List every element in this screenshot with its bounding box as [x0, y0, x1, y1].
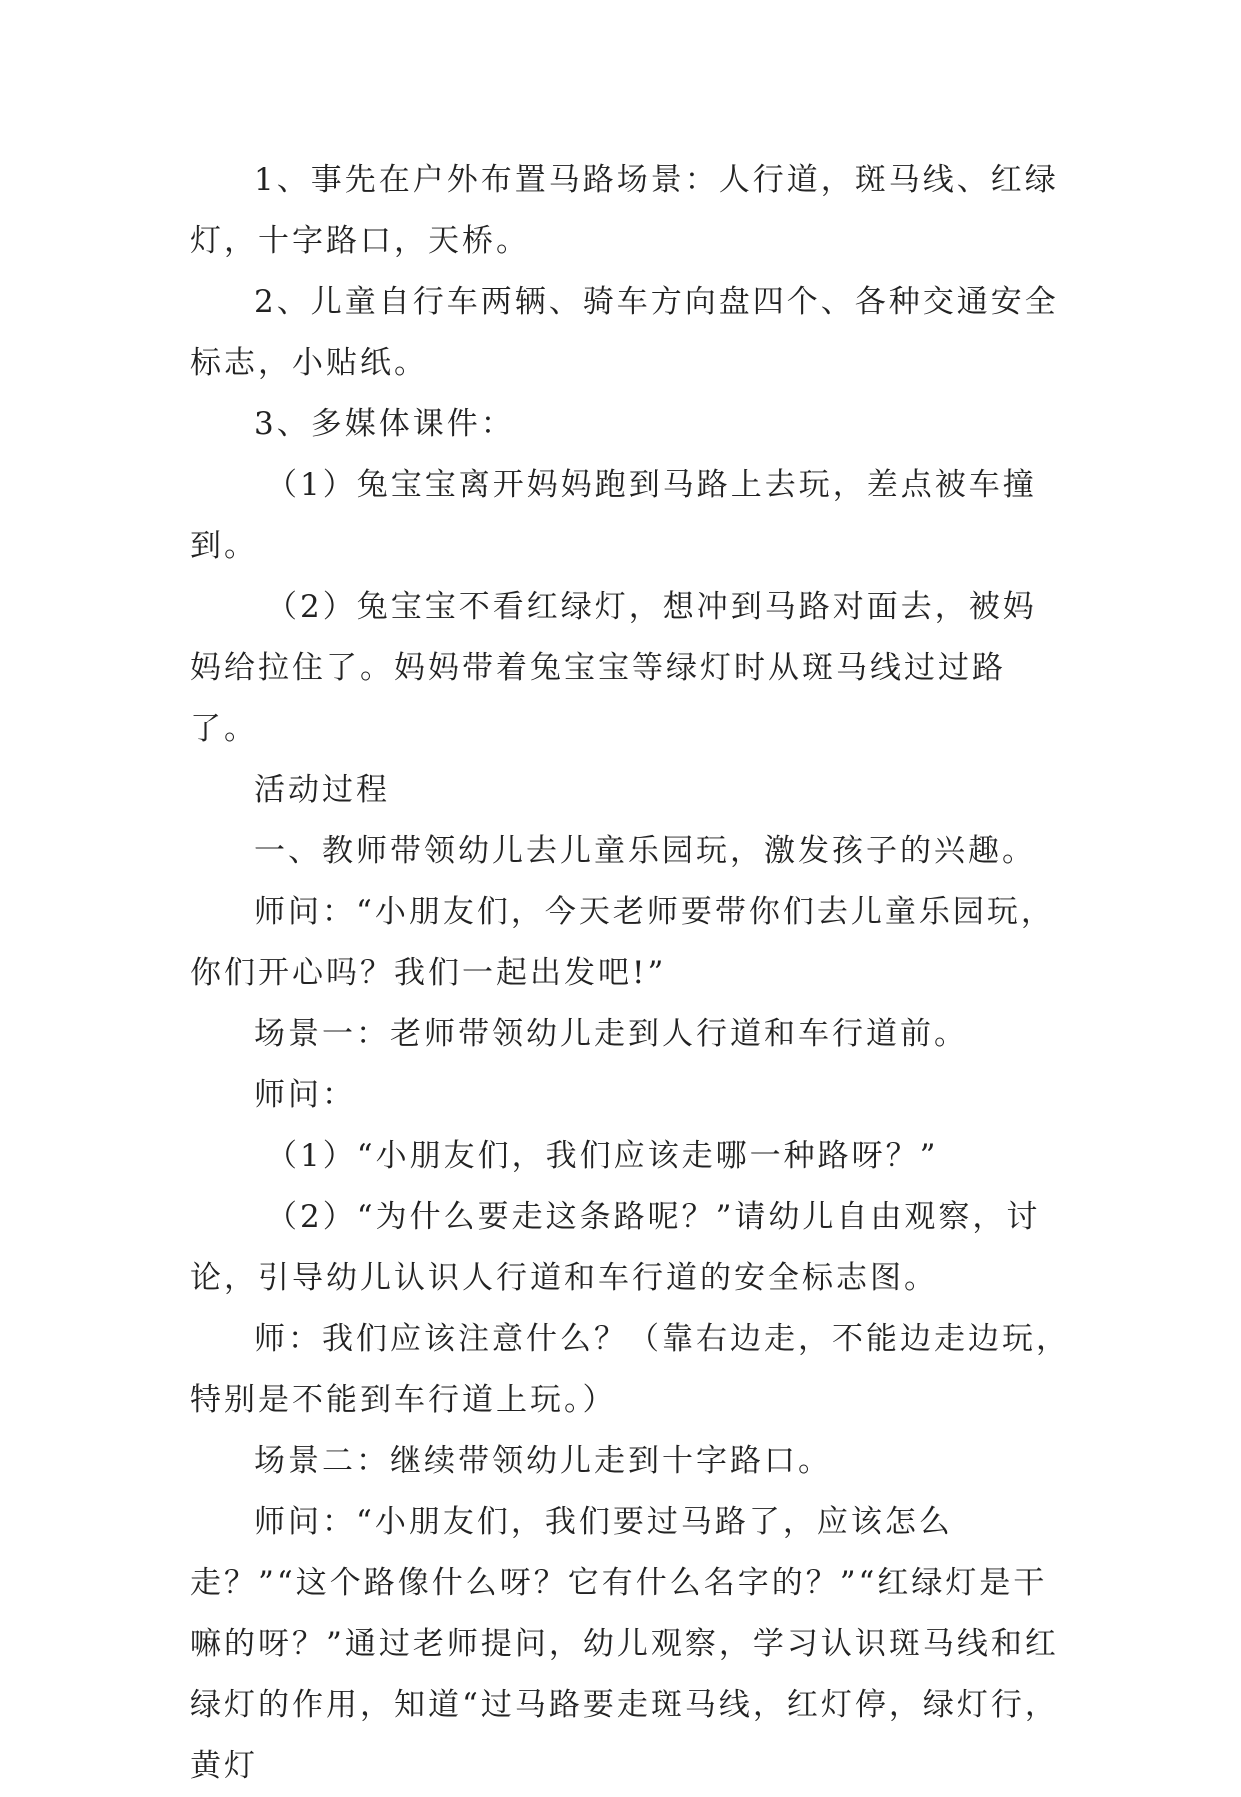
paragraph-materials-1: 1、事先在户外布置马路场景：人行道，斑马线、红绿灯，十字路口，天桥。	[190, 162, 1059, 259]
paragraph-courseware-1: （1）兔宝宝离开妈妈跑到马路上去玩，差点被车撞到。	[190, 467, 1037, 564]
paragraph-teacher-question-1: 师问：“小朋友们，今天老师要带你们去儿童乐园玩，你们开心吗？我们一起出发吧!”	[190, 894, 1055, 991]
paragraph-question-2: （2）“为什么要走这条路呢？”请幼儿自由观察，讨论，引导幼儿认识人行道和车行道的安全标志图。	[190, 1199, 1041, 1296]
body-text	[190, 150, 1070, 1797]
paragraph-materials-3: 3、多媒体课件：	[254, 406, 515, 442]
paragraph-step-1: 一、教师带领幼儿去儿童乐园玩，激发孩子的兴趣。	[254, 833, 1036, 869]
paragraph-materials-2: 2、儿童自行车两辆、骑车方向盘四个、各种交通安全标志，小贴纸。	[190, 284, 1059, 381]
section-heading-activity-process: 活动过程	[254, 772, 390, 808]
paragraph-courseware-2: （2）兔宝宝不看红绿灯，想冲到马路对面去，被妈妈给拉住了。妈妈带着兔宝宝等绿灯时从斑马线过过路了。	[190, 589, 1037, 747]
paragraph-scene-2: 场景二：继续带领幼儿走到十字路口。	[254, 1443, 832, 1479]
paragraph-teacher-note: 师：我们应该注意什么？（靠右边走，不能边走边玩，特别是不能到车行道上玩。）	[190, 1321, 1070, 1418]
paragraph-question-1: （1）“小朋友们，我们应该走哪一种路呀？”	[266, 1138, 939, 1174]
paragraph-teacher-question-2: 师问：“小朋友们，我们要过马路了，应该怎么走？”“这个路像什么呀？它有什么名字的？”“红绿灯是干嘛的呀？”通过老师提问，幼儿观察，学习认识斑马线和红绿灯的作用，知道“过马路要走斑马线，红灯停，绿灯行，黄灯	[190, 1504, 1059, 1784]
paragraph-teacher-asks: 师问：	[254, 1077, 356, 1113]
paragraph-scene-1: 场景一：老师带领幼儿走到人行道和车行道前。	[254, 1016, 968, 1052]
